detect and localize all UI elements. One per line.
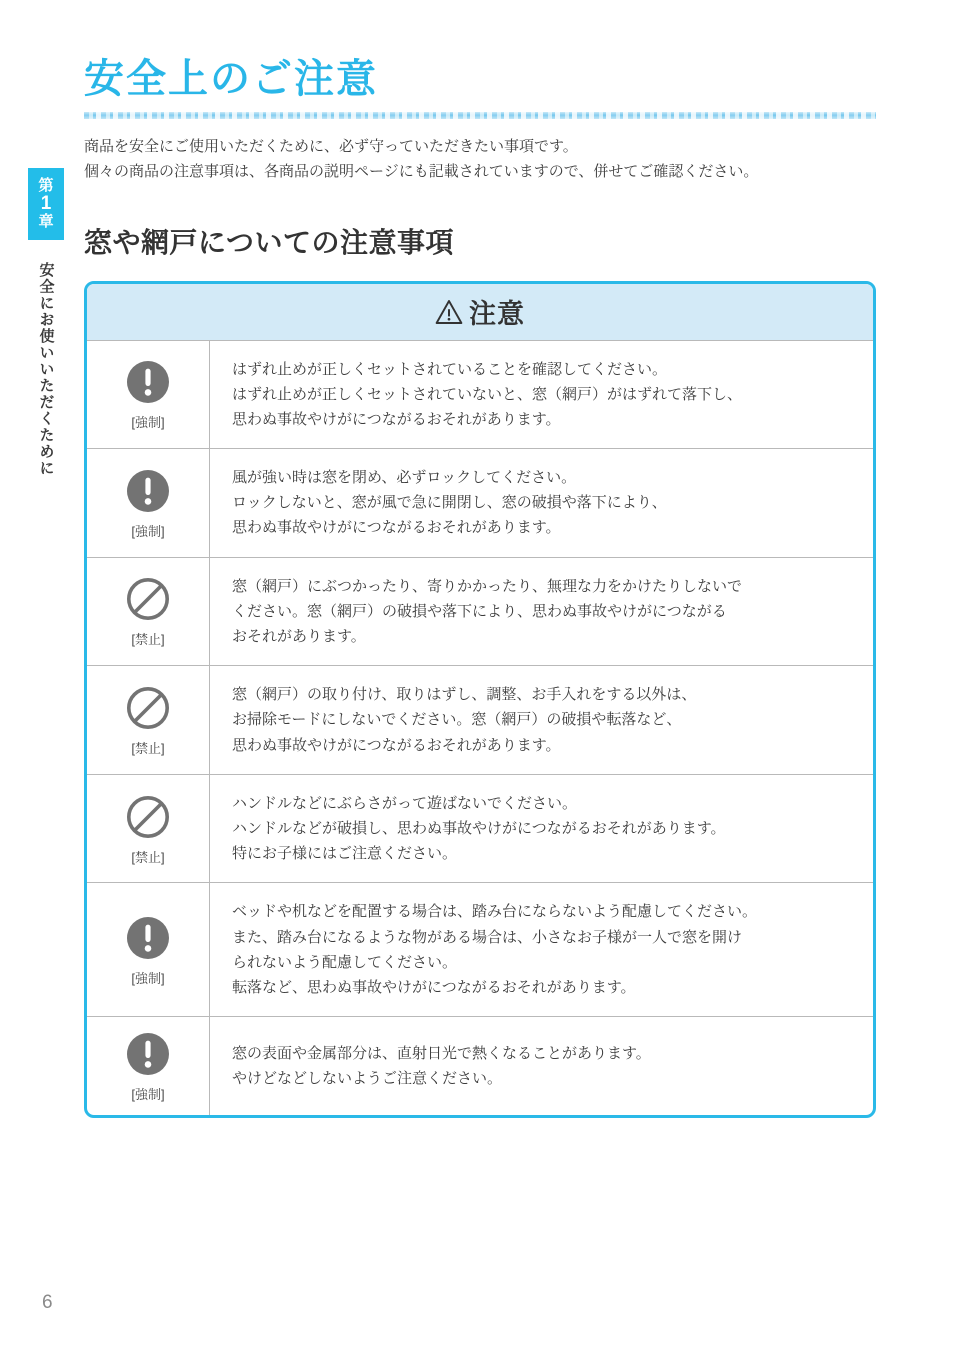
prohibition-slash-icon — [125, 576, 171, 622]
caution-icon-label: [強制] — [131, 1087, 165, 1103]
section-heading: 窓や網戸についての注意事項 — [84, 226, 454, 258]
caution-text-line: 思わぬ事故やけがにつながるおそれがあります。 — [232, 736, 561, 754]
caution-text-line: 転落など、思わぬ事故やけがにつながるおそれがあります。 — [232, 978, 636, 996]
caution-text-line: また、踏み台になるような物がある場合は、小さなお子様が一人で窓を開け — [232, 928, 743, 946]
caution-text-line: やけどなどしないようご注意ください。 — [232, 1070, 503, 1088]
table-row — [87, 882, 873, 1016]
caution-icon-cell — [87, 558, 210, 666]
caution-text-cell — [210, 883, 873, 1016]
caution-text-cell — [210, 449, 873, 557]
caution-icon-cell — [87, 775, 210, 883]
intro-line: 個々の商品の注意事項は、各商品の説明ページにも記載されていますので、併せてご確認ください。 — [84, 162, 759, 180]
table-row — [87, 557, 873, 666]
caution-icon-label: [強制] — [131, 523, 165, 539]
chapter-badge — [28, 168, 64, 240]
page-content — [84, 0, 876, 1118]
chapter-tab — [28, 168, 64, 562]
caution-table — [84, 281, 876, 1119]
caution-text-line: 思わぬ事故やけがにつながるおそれがあります。 — [232, 410, 561, 428]
mandatory-exclamation-icon — [125, 915, 171, 961]
intro-line: 商品を安全にご使用いただくために、必ず守っていただきたい事項です。 — [84, 138, 578, 155]
warning-triangle-icon — [435, 299, 463, 325]
page-title: 安全上のご注意 — [84, 57, 378, 101]
caution-text-line: ください。窓（網戸）の破損や落下により、思わぬ事故やけがにつながる — [232, 602, 727, 620]
caution-text-line: お掃除モードにしないでください。窓（網戸）の破損や転落など、 — [232, 711, 682, 729]
caution-icon-label: [禁止] — [131, 740, 165, 756]
caution-text-line: 窓（網戸）の取り付け、取りはずし、調整、お手入れをする以外は、 — [232, 686, 697, 704]
caution-icon-label: [禁止] — [131, 849, 165, 865]
prohibition-slash-icon — [125, 685, 171, 731]
chapter-badge-number: 1 — [40, 193, 52, 215]
chapter-badge-kanji: 第 — [38, 177, 54, 195]
caution-text-cell — [210, 341, 873, 449]
caution-text-line: ハンドルなどが破損し、思わぬ事故やけがにつながるおそれがあります。 — [232, 819, 726, 837]
caution-text-line: はずれ止めが正しくセットされていることを確認してください。 — [232, 360, 668, 378]
page-number: 6 — [42, 1292, 53, 1313]
table-row — [87, 448, 873, 557]
caution-text-line: ハンドルなどにぶらさがって遊ばないでください。 — [232, 794, 578, 812]
mandatory-exclamation-icon — [125, 1031, 171, 1077]
caution-icon-cell — [87, 341, 210, 449]
caution-icon-cell — [87, 449, 210, 557]
caution-icon-cell — [87, 1017, 210, 1115]
table-row — [87, 340, 873, 449]
table-row — [87, 1016, 873, 1115]
caution-text-cell — [210, 666, 873, 774]
table-row — [87, 774, 873, 883]
caution-table-header — [87, 284, 873, 340]
intro-paragraph — [84, 135, 876, 185]
mandatory-exclamation-icon — [125, 359, 171, 405]
caution-text-line: 窓の表面や金属部分は、直射日光で熱くなることがあります。 — [232, 1044, 651, 1062]
caution-text-line: 窓（網戸）にぶつかったり、寄りかかったり、無理な力をかけたりしないで — [232, 577, 743, 595]
chapter-badge-suffix: 章 — [38, 212, 54, 230]
prohibition-slash-icon — [125, 794, 171, 840]
chapter-tab-label: 安全にお使いいただくために — [37, 262, 55, 477]
caution-icon-cell — [87, 883, 210, 1016]
caution-text-line: ベッドや机などを配置する場合は、踏み台にならないよう配慮してください。 — [232, 903, 758, 921]
caution-icon-label: [禁止] — [131, 632, 165, 648]
caution-text-cell — [210, 558, 873, 666]
caution-text-line: 思わぬ事故やけがにつながるおそれがあります。 — [232, 519, 561, 537]
caution-text-line: 特にお子様にはご注意ください。 — [232, 845, 458, 863]
caution-text-cell — [210, 775, 873, 883]
caution-icon-label: [強制] — [131, 415, 165, 431]
caution-text-line: はずれ止めが正しくセットされていないと、窓（網戸）がはずれて落下し、 — [232, 385, 743, 403]
title-underline-rule — [84, 112, 876, 119]
caution-text-line: おそれがあります。 — [232, 628, 366, 645]
caution-text-line: 風が強い時は窓を閉め、必ずロックしてください。 — [232, 469, 577, 487]
caution-header-label: 注意 — [469, 299, 525, 329]
caution-icon-cell — [87, 666, 210, 774]
table-row — [87, 665, 873, 774]
mandatory-exclamation-icon — [125, 468, 171, 514]
caution-text-line: ロックしないと、窓が風で急に開閉し、窓の破損や落下により、 — [232, 494, 667, 512]
caution-text-line: られないよう配慮してください。 — [232, 953, 458, 971]
caution-text-cell — [210, 1017, 873, 1115]
caution-icon-label: [強制] — [131, 970, 165, 986]
